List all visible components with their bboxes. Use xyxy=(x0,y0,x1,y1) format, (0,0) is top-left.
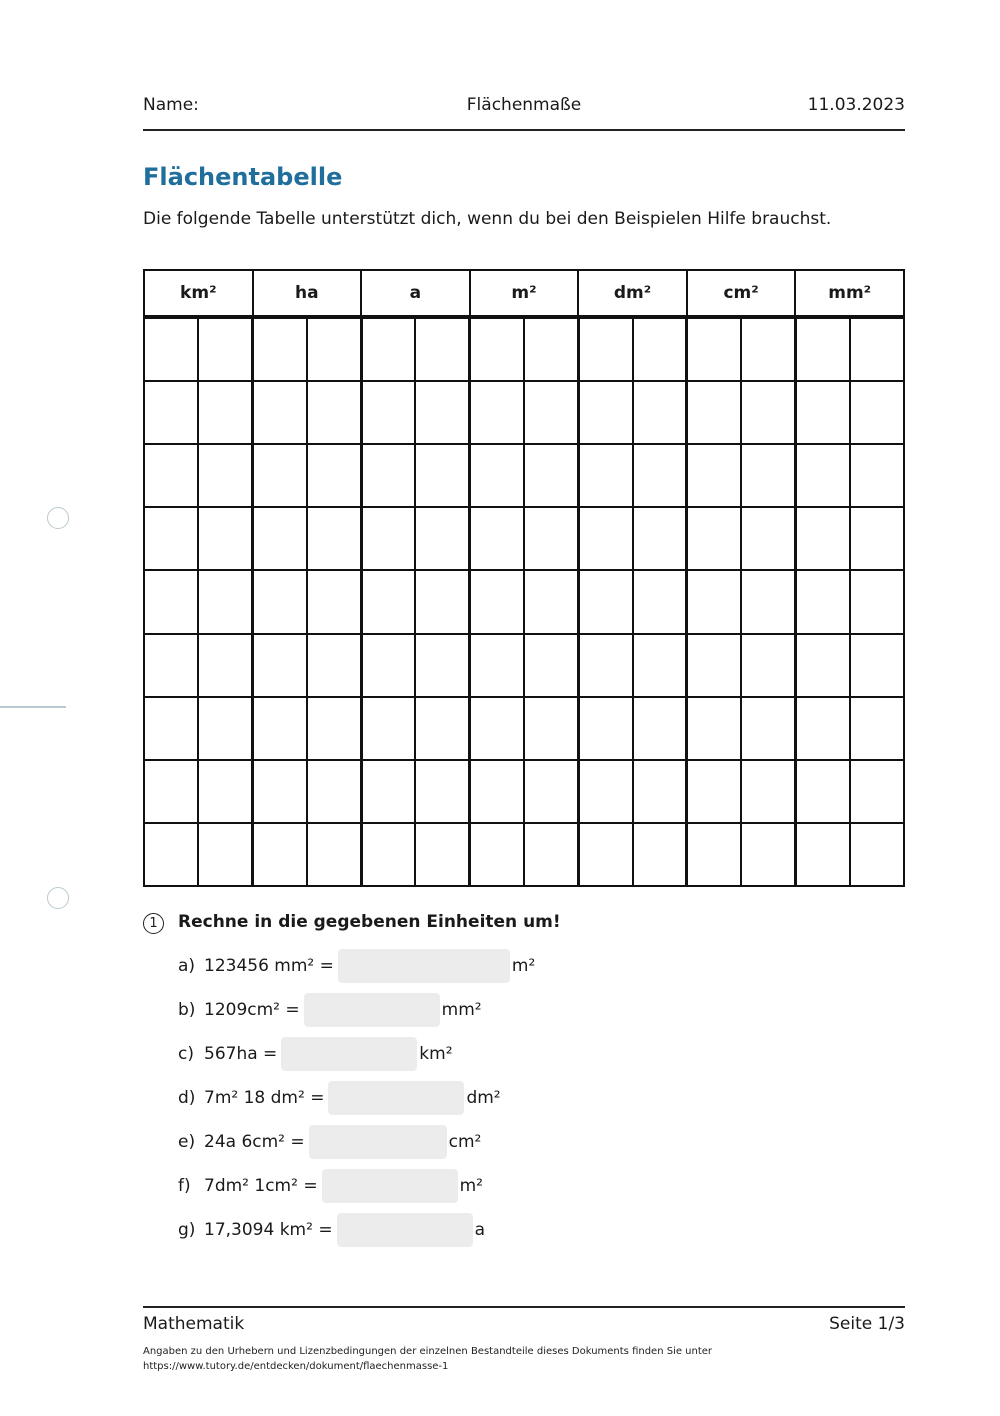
grid-cell[interactable] xyxy=(307,634,361,697)
grid-row xyxy=(144,697,904,760)
grid-cell[interactable] xyxy=(741,823,795,886)
grid-cell[interactable] xyxy=(741,697,795,760)
grid-cell[interactable] xyxy=(524,697,578,760)
grid-cell[interactable] xyxy=(144,823,198,886)
grid-cell[interactable] xyxy=(687,317,741,381)
task-label: f) xyxy=(178,1176,191,1196)
grid-cell[interactable] xyxy=(741,760,795,823)
grid-cell[interactable] xyxy=(795,760,849,823)
license-credit-text: Angaben zu den Urhebern und Lizenzbedingungen der einzelnen Bestandteile dieses Dokuments finden Sie unter xyxy=(143,1346,713,1357)
grid-cell[interactable] xyxy=(470,381,524,444)
grid-cell[interactable] xyxy=(470,444,524,507)
grid-cell[interactable] xyxy=(578,570,632,633)
answer-field[interactable] xyxy=(337,1213,473,1247)
grid-cell[interactable] xyxy=(198,507,252,570)
footer-subject: Mathematik xyxy=(143,1314,245,1334)
grid-cell[interactable] xyxy=(741,317,795,381)
fold-mark xyxy=(0,706,66,708)
grid-cell[interactable] xyxy=(687,823,741,886)
grid-cell[interactable] xyxy=(850,381,904,444)
grid-row xyxy=(144,381,904,444)
task-target-unit: m² xyxy=(511,956,536,976)
grid-cell[interactable] xyxy=(415,697,469,760)
grid-row xyxy=(144,317,904,381)
grid-cell[interactable] xyxy=(307,697,361,760)
grid-cell[interactable] xyxy=(307,823,361,886)
grid-cell[interactable] xyxy=(524,760,578,823)
unit-header-km2: km² xyxy=(144,270,253,317)
grid-cell[interactable] xyxy=(415,570,469,633)
grid-cell[interactable] xyxy=(307,381,361,444)
grid-cell[interactable] xyxy=(578,444,632,507)
grid-row xyxy=(144,760,904,823)
grid-cell[interactable] xyxy=(470,317,524,381)
task-label: c) xyxy=(178,1044,194,1064)
grid-cell[interactable] xyxy=(415,381,469,444)
task-label: b) xyxy=(178,1000,196,1020)
grid-cell[interactable] xyxy=(741,507,795,570)
grid-cell[interactable] xyxy=(850,444,904,507)
grid-cell[interactable] xyxy=(144,444,198,507)
grid-cell[interactable] xyxy=(741,634,795,697)
grid-cell[interactable] xyxy=(850,507,904,570)
task-target-unit: a xyxy=(474,1220,485,1240)
grid-cell[interactable] xyxy=(524,444,578,507)
grid-cell[interactable] xyxy=(578,760,632,823)
grid-cell[interactable] xyxy=(524,570,578,633)
grid-row xyxy=(144,507,904,570)
grid-cell[interactable] xyxy=(361,760,415,823)
grid-cell[interactable] xyxy=(144,570,198,633)
task-label: e) xyxy=(178,1132,196,1152)
task-expression: 7m² 18 dm² = xyxy=(204,1088,325,1108)
grid-cell[interactable] xyxy=(144,760,198,823)
answer-field[interactable] xyxy=(322,1169,458,1203)
grid-cell[interactable] xyxy=(144,317,198,381)
task-item xyxy=(178,1125,481,1159)
grid-cell[interactable] xyxy=(795,317,849,381)
grid-cell[interactable] xyxy=(578,634,632,697)
name-label: Name: xyxy=(143,95,199,115)
grid-cell[interactable] xyxy=(307,444,361,507)
grid-cell[interactable] xyxy=(253,381,307,444)
answer-field[interactable] xyxy=(338,949,510,983)
unit-header-dm2: dm² xyxy=(578,270,687,317)
grid-cell[interactable] xyxy=(198,823,252,886)
grid-cell[interactable] xyxy=(361,381,415,444)
grid-cell[interactable] xyxy=(307,760,361,823)
grid-cell[interactable] xyxy=(633,570,687,633)
unit-header-mm2: mm² xyxy=(795,270,904,317)
grid-cell[interactable] xyxy=(524,823,578,886)
grid-cell[interactable] xyxy=(850,570,904,633)
grid-cell[interactable] xyxy=(578,823,632,886)
task-target-unit: m² xyxy=(459,1176,483,1196)
grid-cell[interactable] xyxy=(578,381,632,444)
grid-cell[interactable] xyxy=(578,317,632,381)
grid-cell[interactable] xyxy=(253,570,307,633)
task-target-unit: dm² xyxy=(466,1088,501,1108)
grid-cell[interactable] xyxy=(307,570,361,633)
unit-header-ha: ha xyxy=(253,270,362,317)
grid-cell[interactable] xyxy=(144,381,198,444)
grid-cell[interactable] xyxy=(361,444,415,507)
grid-cell[interactable] xyxy=(198,444,252,507)
grid-cell[interactable] xyxy=(741,570,795,633)
grid-cell[interactable] xyxy=(198,570,252,633)
task-item xyxy=(178,1169,483,1203)
unit-header-a: a xyxy=(361,270,470,317)
grid-cell[interactable] xyxy=(633,760,687,823)
grid-cell[interactable] xyxy=(253,317,307,381)
grid-cell[interactable] xyxy=(850,317,904,381)
task-expression: 17,3094 km² = xyxy=(204,1220,333,1240)
footer-divider xyxy=(143,1306,905,1308)
grid-cell[interactable] xyxy=(253,697,307,760)
grid-cell[interactable] xyxy=(470,823,524,886)
grid-cell[interactable] xyxy=(578,697,632,760)
grid-cell[interactable] xyxy=(524,317,578,381)
answer-field[interactable] xyxy=(304,993,440,1027)
grid-cell[interactable] xyxy=(198,697,252,760)
grid-cell[interactable] xyxy=(144,697,198,760)
punch-hole-mark xyxy=(47,887,69,909)
grid-cell[interactable] xyxy=(687,507,741,570)
grid-row xyxy=(144,570,904,633)
exercise-number-badge: 1 xyxy=(143,913,164,934)
unit-table xyxy=(143,269,905,887)
unit-header-cm2: cm² xyxy=(687,270,796,317)
grid-cell[interactable] xyxy=(524,634,578,697)
grid-cell[interactable] xyxy=(307,317,361,381)
grid-cell[interactable] xyxy=(795,507,849,570)
grid-cell[interactable] xyxy=(470,570,524,633)
task-expression: 7dm² 1cm² = xyxy=(204,1176,318,1196)
grid-cell[interactable] xyxy=(253,444,307,507)
grid-cell[interactable] xyxy=(795,381,849,444)
grid-cell[interactable] xyxy=(307,507,361,570)
grid-cell[interactable] xyxy=(687,634,741,697)
grid-cell[interactable] xyxy=(470,634,524,697)
grid-cell[interactable] xyxy=(470,760,524,823)
grid-cell[interactable] xyxy=(633,634,687,697)
grid-cell[interactable] xyxy=(415,317,469,381)
exercise-title: Rechne in die gegebenen Einheiten um! xyxy=(178,912,561,932)
grid-cell[interactable] xyxy=(361,634,415,697)
document-topic: Flächenmaße xyxy=(466,95,582,115)
grid-cell[interactable] xyxy=(524,507,578,570)
grid-cell[interactable] xyxy=(795,634,849,697)
grid-cell[interactable] xyxy=(850,823,904,886)
task-target-unit: cm² xyxy=(448,1132,482,1152)
section-title: Flächentabelle xyxy=(143,163,343,191)
grid-cell[interactable] xyxy=(633,507,687,570)
grid-cell[interactable] xyxy=(633,381,687,444)
grid-cell[interactable] xyxy=(687,444,741,507)
license-credit xyxy=(143,1344,712,1374)
document-date: 11.03.2023 xyxy=(807,95,905,115)
grid-cell[interactable] xyxy=(687,760,741,823)
grid-cell[interactable] xyxy=(415,760,469,823)
unit-header-row xyxy=(144,270,904,317)
grid-cell[interactable] xyxy=(361,570,415,633)
grid-cell[interactable] xyxy=(795,697,849,760)
grid-cell[interactable] xyxy=(850,634,904,697)
grid-cell[interactable] xyxy=(578,507,632,570)
grid-row xyxy=(144,634,904,697)
grid-cell[interactable] xyxy=(361,507,415,570)
task-item xyxy=(178,1037,453,1071)
answer-field[interactable] xyxy=(328,1081,464,1115)
grid-cell[interactable] xyxy=(850,697,904,760)
task-target-unit: mm² xyxy=(441,1000,482,1020)
grid-cell[interactable] xyxy=(524,381,578,444)
task-expression: 123456 mm² = xyxy=(204,956,334,976)
grid-cell[interactable] xyxy=(795,444,849,507)
grid-cell[interactable] xyxy=(253,760,307,823)
grid-cell[interactable] xyxy=(415,507,469,570)
grid-row xyxy=(144,823,904,886)
grid-cell[interactable] xyxy=(687,381,741,444)
grid-cell[interactable] xyxy=(795,823,849,886)
grid-cell[interactable] xyxy=(253,823,307,886)
grid-cell[interactable] xyxy=(470,697,524,760)
task-item xyxy=(178,949,535,983)
grid-cell[interactable] xyxy=(633,317,687,381)
grid-cell[interactable] xyxy=(361,697,415,760)
grid-cell[interactable] xyxy=(633,444,687,507)
answer-field[interactable] xyxy=(281,1037,417,1071)
task-label: g) xyxy=(178,1220,196,1240)
grid-cell[interactable] xyxy=(687,697,741,760)
grid-cell[interactable] xyxy=(687,570,741,633)
grid-row xyxy=(144,444,904,507)
grid-cell[interactable] xyxy=(253,507,307,570)
task-expression: 24a 6cm² = xyxy=(204,1132,305,1152)
grid-cell[interactable] xyxy=(795,570,849,633)
answer-field[interactable] xyxy=(309,1125,447,1159)
task-expression: 567ha = xyxy=(204,1044,278,1064)
grid-cell[interactable] xyxy=(633,823,687,886)
grid-cell[interactable] xyxy=(415,634,469,697)
grid-cell[interactable] xyxy=(198,381,252,444)
task-item xyxy=(178,993,482,1027)
grid-cell[interactable] xyxy=(198,760,252,823)
grid-cell[interactable] xyxy=(361,317,415,381)
task-label: a) xyxy=(178,956,196,976)
grid-cell[interactable] xyxy=(144,634,198,697)
grid-cell[interactable] xyxy=(741,444,795,507)
punch-hole-mark xyxy=(47,507,69,529)
task-label: d) xyxy=(178,1088,196,1108)
grid-cell[interactable] xyxy=(361,823,415,886)
grid-cell[interactable] xyxy=(198,317,252,381)
license-credit-url: https://www.tutory.de/entdecken/dokument/flaechenmasse-1 xyxy=(143,1361,449,1372)
grid-cell[interactable] xyxy=(470,507,524,570)
grid-cell[interactable] xyxy=(253,634,307,697)
task-expression: 1209cm² = xyxy=(204,1000,300,1020)
grid-cell[interactable] xyxy=(415,444,469,507)
grid-cell[interactable] xyxy=(144,507,198,570)
grid-cell[interactable] xyxy=(633,697,687,760)
grid-cell[interactable] xyxy=(198,634,252,697)
task-item xyxy=(178,1081,501,1115)
footer-page-number: Seite 1/3 xyxy=(829,1314,905,1334)
grid-cell[interactable] xyxy=(850,760,904,823)
grid-cell[interactable] xyxy=(741,381,795,444)
unit-header-m2: m² xyxy=(470,270,579,317)
header-divider xyxy=(143,129,905,131)
grid-cell[interactable] xyxy=(415,823,469,886)
task-item xyxy=(178,1213,485,1247)
section-intro: Die folgende Tabelle unterstützt dich, wenn du bei den Beispielen Hilfe brauchst. xyxy=(143,209,832,229)
task-target-unit: km² xyxy=(419,1044,453,1064)
